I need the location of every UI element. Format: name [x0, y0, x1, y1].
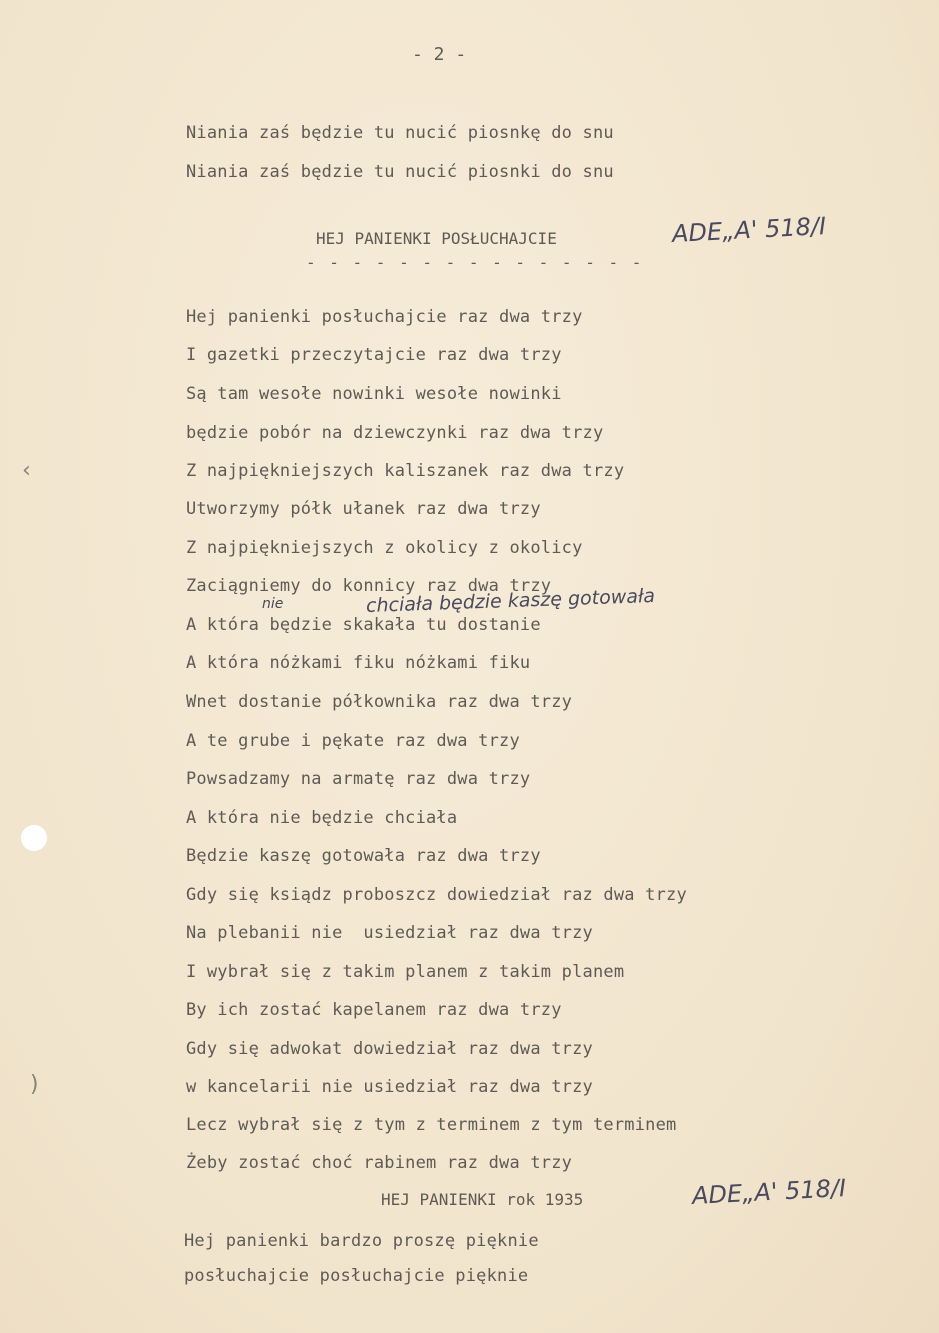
archive-note: ADE„A' 518/I	[671, 211, 827, 249]
verse-line: A która nie będzie chciała	[186, 808, 458, 828]
verse-line: będzie pobór na dziewczynki raz dwa trzy	[186, 423, 604, 443]
margin-mark: )	[28, 1072, 42, 1097]
margin-mark: ‹	[20, 458, 34, 483]
verse-line: Wnet dostanie półkownika raz dwa trzy	[186, 692, 573, 712]
handwritten-insert: nie	[262, 596, 284, 612]
verse-line-corrected: A która będzie skakała tu dostanie	[186, 615, 541, 635]
verse-line: Gdy się adwokat dowiedział raz dwa trzy	[186, 1039, 593, 1059]
verse-line: Są tam wesołe nowinki wesołe nowinki	[186, 384, 562, 404]
verse-line: Lecz wybrał się z tym z terminem z tym terminem	[186, 1115, 677, 1135]
verse-line: Z najpiękniejszych kaliszanek raz dwa trzy	[186, 461, 625, 481]
handwritten-correction: chciała będzie kaszę gotowała	[365, 584, 656, 618]
verse-line: Hej panienki bardzo proszę pięknie	[184, 1231, 539, 1251]
verse-line: I gazetki przeczytajcie raz dwa trzy	[186, 345, 562, 365]
verse-line: Utworzymy półk ułanek raz dwa trzy	[186, 499, 541, 519]
title-underline: - - - - - - - - - - - - - - -	[306, 253, 644, 272]
verse-line: I wybrał się z takim planem z takim planem	[186, 962, 625, 982]
archive-note: ADE„A' 518/I	[691, 1173, 847, 1211]
verse-line: Powsadzamy na armatę raz dwa trzy	[186, 769, 531, 789]
verse-line: Gdy się ksiądz proboszcz dowiedział raz dwa trzy	[186, 885, 687, 905]
verse-line: w kancelarii nie usiedział raz dwa trzy	[186, 1077, 593, 1097]
verse-line: Z najpiękniejszych z okolicy z okolicy	[186, 538, 583, 558]
verse-line: Będzie kaszę gotowała raz dwa trzy	[186, 846, 541, 866]
song-title: HEJ PANIENKI rok 1935	[381, 1190, 584, 1209]
verse-line: Zaciągniemy do konnicy raz dwa trzy	[186, 576, 552, 596]
song-title: HEJ PANIENKI POSŁUCHAJCIE	[316, 229, 557, 248]
verse-line: posłuchajcie posłuchajcie pięknie	[184, 1266, 529, 1286]
verse-line: Żeby zostać choć rabinem raz dwa trzy	[186, 1153, 573, 1173]
verse-line: Na plebanii nie usiedział raz dwa trzy	[186, 923, 593, 943]
page-number: - 2 -	[412, 44, 467, 65]
verse-line: A te grube i pękate raz dwa trzy	[186, 731, 520, 751]
intro-line: Niania zaś będzie tu nucić piosnkę do snu	[186, 123, 614, 143]
verse-line: A która nóżkami fiku nóżkami fiku	[186, 653, 531, 673]
intro-line: Niania zaś będzie tu nucić piosnki do snu	[186, 162, 614, 182]
verse-line: By ich zostać kapelanem raz dwa trzy	[186, 1000, 562, 1020]
punch-hole	[21, 825, 47, 851]
verse-line: Hej panienki posłuchajcie raz dwa trzy	[186, 307, 583, 327]
